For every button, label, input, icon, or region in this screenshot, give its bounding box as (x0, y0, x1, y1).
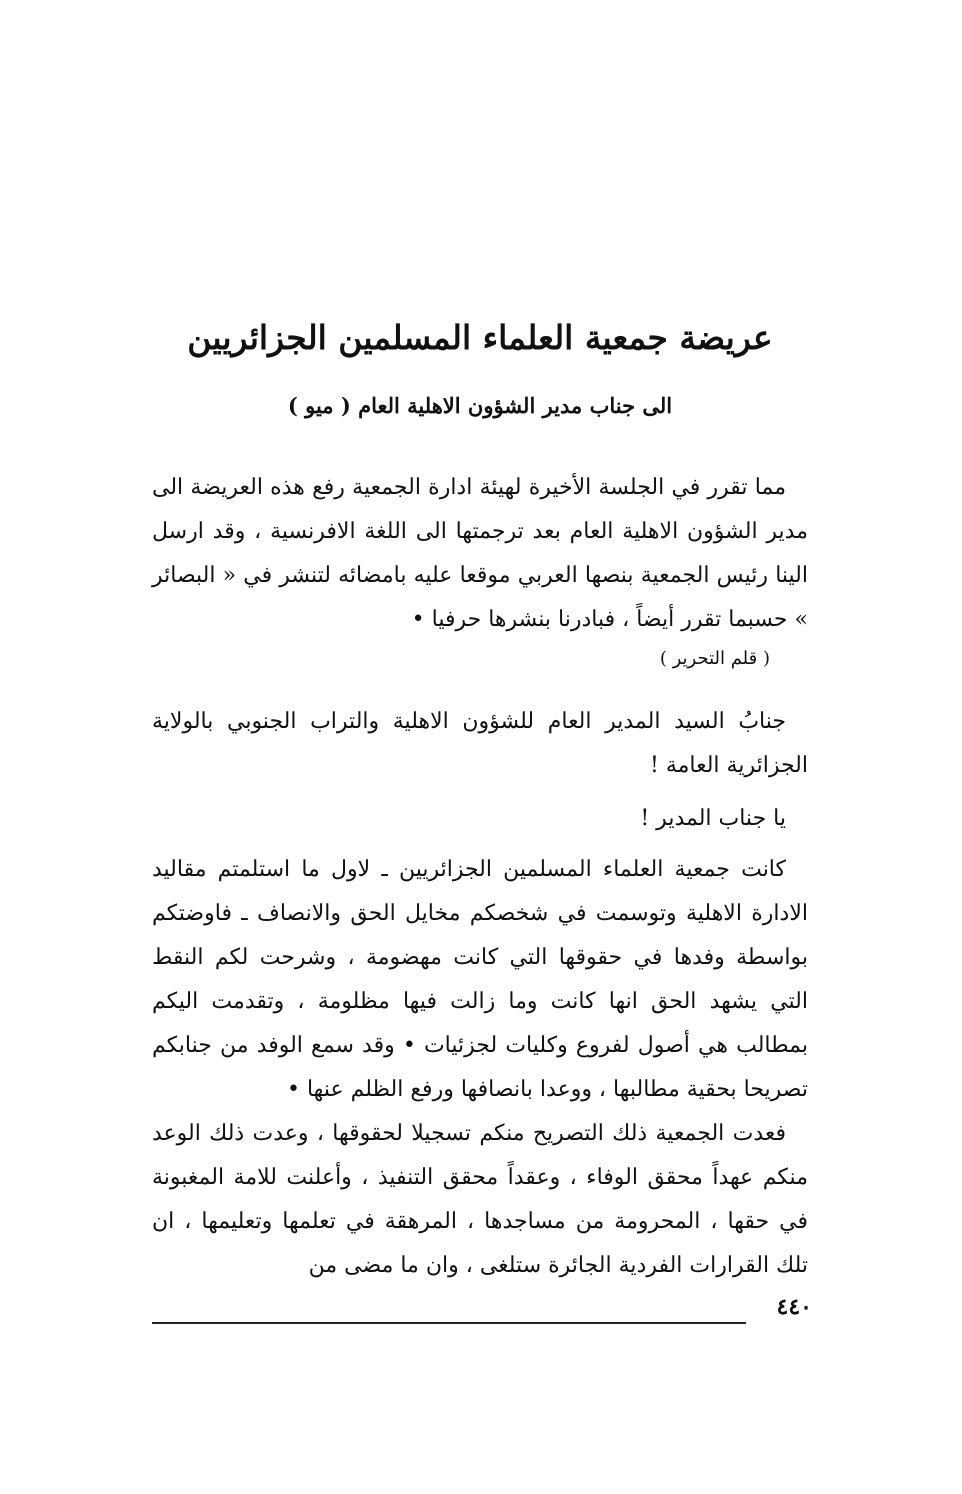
article-title: عريضة جمعية العلماء المسلمين الجزائريين (187, 318, 773, 357)
article-subtitle: الى جناب مدير الشؤون الاهلية العام ( ميو ) (287, 393, 673, 418)
body-paragraph-2: فعدت الجمعية ذلك التصريح منكم تسجيلا لحقوقها ، وعدت ذلك الوعد منكم عهداً محقق الوفاء ، وعقداً محقق التنفيذ ، وأعلنت للامة المغبونة في حقها ، المحرومة من مساجدها ، المرهقة في تعلمها وتعليمها ، ان تلك القرارات الفردية الجائرة ستلغى ، وان ما مضى من (152, 1121, 808, 1278)
address-line: يا جناب المدير ! (640, 806, 786, 831)
footer-rule (152, 1322, 746, 1324)
editor-note: ( قلم التحرير ) (659, 648, 770, 669)
page-number: ٤٤٠ (776, 1294, 812, 1320)
intro-paragraph: مما تقرر في الجلسة الأخيرة لهيئة ادارة الجمعية رفع هذه العريضة الى مدير الشؤون الاهلية العام بعد ترجمتها الى اللغة الافرنسية ، وقد ارسل الينا رئيس الجمعية بنصها العربي موقعا عليه بامضائه لتنشر في « البصائر » حسبما تقرر أيضاً ، فبادرنا بنشرها حرفيا • (152, 475, 808, 632)
salutation-paragraph: جنابُ السيد المدير العام للشؤون الاهلية والتراب الجنوبي بالولاية الجزائرية العامة ! (152, 709, 808, 778)
body-paragraph-1: كانت جمعية العلماء المسلمين الجزائريين ـ لاول ما استلمتم مقاليد الادارة الاهلية وتوسمت في شخصكم مخايل الحق والانصاف ـ فاوضتكم بواسطة وفدها في حقوقها التي كانت مهضومة ، وشرحت لكم النقط التي يشهد الحق انها كانت وما زالت فيها مظلومة ، وتقدمت اليكم بمطالب هي أصول لفروع وكليات لجزئيات • وقد سمع الوفد من جنابكم تصريحا بحقية مطالبها ، ووعدا بانصافها ورفع الظلم عنها • (152, 857, 808, 1102)
